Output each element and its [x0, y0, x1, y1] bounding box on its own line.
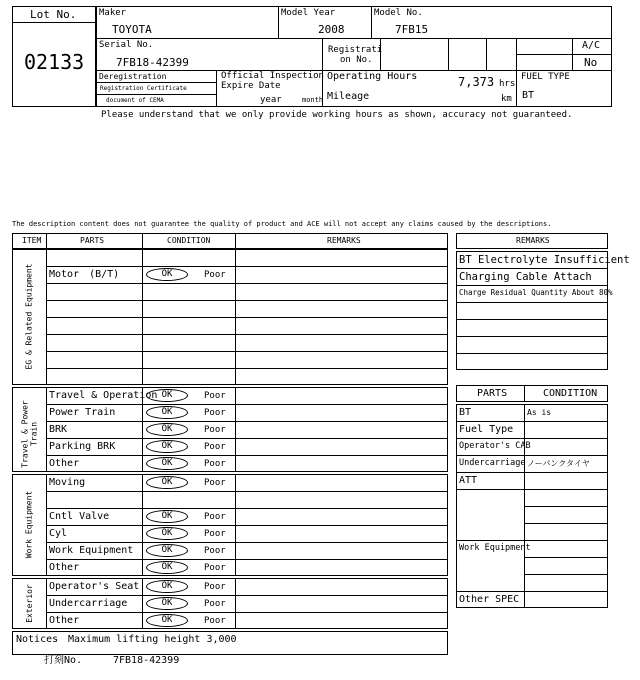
row-divider — [46, 421, 448, 422]
parts-row-divider — [456, 472, 608, 473]
part-name: Undercarriage — [49, 598, 128, 609]
ok-circle: OK — [146, 440, 188, 453]
stamp-label: 打刻No. — [44, 655, 83, 666]
model-no-label: Model No. — [374, 8, 423, 18]
poor-option: Poor — [204, 270, 226, 280]
parts-label: Undercarriage — [459, 458, 526, 468]
poor-option: Poor — [204, 563, 226, 573]
ac-value: No — [584, 56, 598, 69]
poor-option: Poor — [204, 616, 226, 626]
row-divider — [46, 455, 448, 456]
maker-label: Maker — [99, 8, 127, 18]
group-divider — [142, 578, 143, 629]
group-divider — [235, 578, 236, 629]
model-year-value: 2008 — [318, 23, 345, 36]
part-name: Other — [49, 562, 80, 573]
parts-label: ATT — [459, 475, 478, 486]
group-divider — [46, 387, 47, 472]
poor-option: Poor — [204, 546, 226, 556]
dereg-label: Deregistration — [99, 72, 167, 81]
ac-label: A/C — [582, 40, 601, 51]
parts-row-divider — [456, 438, 608, 439]
poor-option: Poor — [204, 408, 226, 418]
parts-label: Work Equipment — [459, 543, 531, 553]
condition-header: CONDITION — [167, 236, 211, 245]
remarks-item: BT Electrolyte Insufficient — [459, 254, 630, 266]
fuel-type-label: FUEL TYPE — [521, 72, 570, 82]
poor-option: Poor — [204, 582, 226, 592]
remarks-row-divider — [456, 336, 608, 337]
part-name: Parking BRK — [49, 441, 116, 452]
registration-label: Registrati — [328, 45, 383, 55]
remarks-item: Charging Cable Attach — [459, 271, 592, 283]
row-divider — [46, 317, 448, 318]
row-divider — [46, 368, 448, 369]
fuel-type-value: BT — [522, 90, 535, 101]
row-divider — [46, 612, 448, 613]
parts-row-divider — [456, 489, 608, 490]
group-label: Exterior — [24, 583, 34, 623]
parts-label: Other SPEC — [459, 594, 520, 605]
group-label: Work Equipment — [24, 490, 34, 559]
remarks-row-divider — [456, 302, 608, 303]
item-header: ITEM — [22, 236, 42, 245]
row-divider — [46, 438, 448, 439]
serial-value: 7FB18-42399 — [116, 56, 189, 69]
poor-option: Poor — [204, 442, 226, 452]
part-name: Power Train — [49, 407, 116, 418]
header-divider — [235, 233, 236, 249]
ok-circle: OK — [146, 614, 188, 627]
hrs-unit: hrs — [499, 79, 516, 89]
part-name: Other — [49, 458, 80, 469]
ok-circle: OK — [146, 423, 188, 436]
mileage-label: Mileage — [327, 91, 370, 102]
parts-col-header: PARTS — [477, 388, 508, 399]
notices-value: Maximum lifting height 3,000 — [68, 634, 237, 645]
part-name: Cntl Valve — [49, 511, 110, 522]
row-divider — [46, 266, 448, 267]
model-no-value: 7FB15 — [395, 23, 429, 36]
poor-option: Poor — [204, 459, 226, 469]
parts-label: BT — [459, 407, 472, 418]
ok-circle: OK — [146, 268, 188, 281]
ok-circle: OK — [146, 580, 188, 593]
part-name: Other — [49, 615, 80, 626]
group-label: EG & Related Equipment — [24, 263, 34, 370]
row-divider — [46, 351, 448, 352]
header-row — [12, 233, 448, 249]
remarks-row-divider — [456, 353, 608, 354]
row-divider — [46, 334, 448, 335]
poor-option: Poor — [204, 478, 226, 488]
part-name: Travel & Operation — [49, 390, 158, 401]
remarks-title: REMARKS — [516, 236, 550, 245]
parts-label: Fuel Type — [459, 424, 514, 435]
remarks-row-divider — [456, 319, 608, 320]
part-name: Moving — [49, 477, 86, 488]
stamp-value: 7FB18-42399 — [113, 655, 180, 666]
parts-condition: ノーパンクタイヤ — [527, 459, 590, 468]
row-divider — [46, 283, 448, 284]
ok-circle: OK — [146, 457, 188, 470]
header-divider — [46, 233, 47, 249]
ok-circle: OK — [146, 406, 188, 419]
parts-row-divider — [456, 591, 608, 592]
disclaimer: The description content does not guarantee the quality of product and ACE will not accept any claims caused by the descriptions. — [12, 220, 552, 228]
ok-circle: OK — [146, 527, 188, 540]
part-name: Cyl — [49, 528, 68, 539]
operating-hours-value: 7,373 — [458, 75, 495, 89]
row-divider — [46, 404, 448, 405]
parts-row-divider — [456, 455, 608, 456]
parts-row-divider — [456, 540, 608, 541]
parts-header-divider — [524, 385, 525, 402]
row-divider — [46, 559, 448, 560]
remarks-row-divider — [456, 268, 608, 269]
header-divider — [142, 233, 143, 249]
month-label: month — [302, 96, 324, 104]
parts-row-divider — [524, 506, 608, 507]
inspection-label: Official Inspection — [221, 71, 324, 81]
row-divider — [46, 525, 448, 526]
group-label: Travel & Power Train — [20, 399, 38, 468]
parts-row-divider — [456, 421, 608, 422]
registration-label-2: on No. — [340, 55, 373, 65]
ok-circle: OK — [146, 476, 188, 489]
lot-value: 02133 — [24, 50, 85, 74]
part-name: Motor (B/T) — [49, 269, 120, 280]
parts-row-divider — [524, 523, 608, 524]
part-name: Operator's Seat — [49, 581, 140, 592]
part-name: Work Equipment — [49, 545, 134, 556]
hours-notice: Please understand that we only provide working hours as shown, accuracy not guaranteed. — [101, 110, 573, 120]
remarks-item: Charge Residual Quantity About 80% — [459, 288, 613, 297]
poor-option: Poor — [204, 425, 226, 435]
poor-option: Poor — [204, 391, 226, 401]
row-divider — [46, 508, 448, 509]
maker-value: TOYOTA — [112, 23, 152, 36]
inspection-label-2: Expire Date — [221, 81, 281, 91]
dereg-cert: Registration Certificate — [100, 85, 187, 92]
poor-option: Poor — [204, 529, 226, 539]
ok-circle: OK — [146, 510, 188, 523]
poor-option: Poor — [204, 599, 226, 609]
parts-row-divider — [524, 557, 608, 558]
year-label: year — [260, 95, 282, 105]
group-divider — [46, 578, 47, 629]
parts-row-divider — [524, 574, 608, 575]
dereg-doc: document of CEMA — [106, 97, 164, 104]
ok-circle: OK — [146, 561, 188, 574]
lot-label: Lot No. — [30, 8, 77, 21]
condition-col-header: CONDITION — [543, 388, 598, 399]
poor-option: Poor — [204, 512, 226, 522]
notices-label: Notices — [16, 634, 59, 645]
part-name: BRK — [49, 424, 68, 435]
model-year-label: Model Year — [281, 8, 336, 18]
parts-header: PARTS — [80, 236, 105, 245]
remarks-row-divider — [456, 285, 608, 286]
operating-hours-label: Operating Hours — [327, 71, 418, 82]
parts-condition: As is — [527, 408, 552, 417]
row-divider — [46, 300, 448, 301]
remarks-header: REMARKS — [327, 236, 361, 245]
ok-circle: OK — [146, 389, 188, 402]
serial-label: Serial No. — [99, 40, 154, 50]
row-divider — [46, 491, 448, 492]
parts-label: Operator's CAB — [459, 441, 531, 451]
row-divider — [46, 542, 448, 543]
row-divider — [46, 595, 448, 596]
ok-circle: OK — [146, 597, 188, 610]
group-divider — [235, 387, 236, 472]
km-unit: km — [501, 94, 512, 104]
ok-circle: OK — [146, 544, 188, 557]
